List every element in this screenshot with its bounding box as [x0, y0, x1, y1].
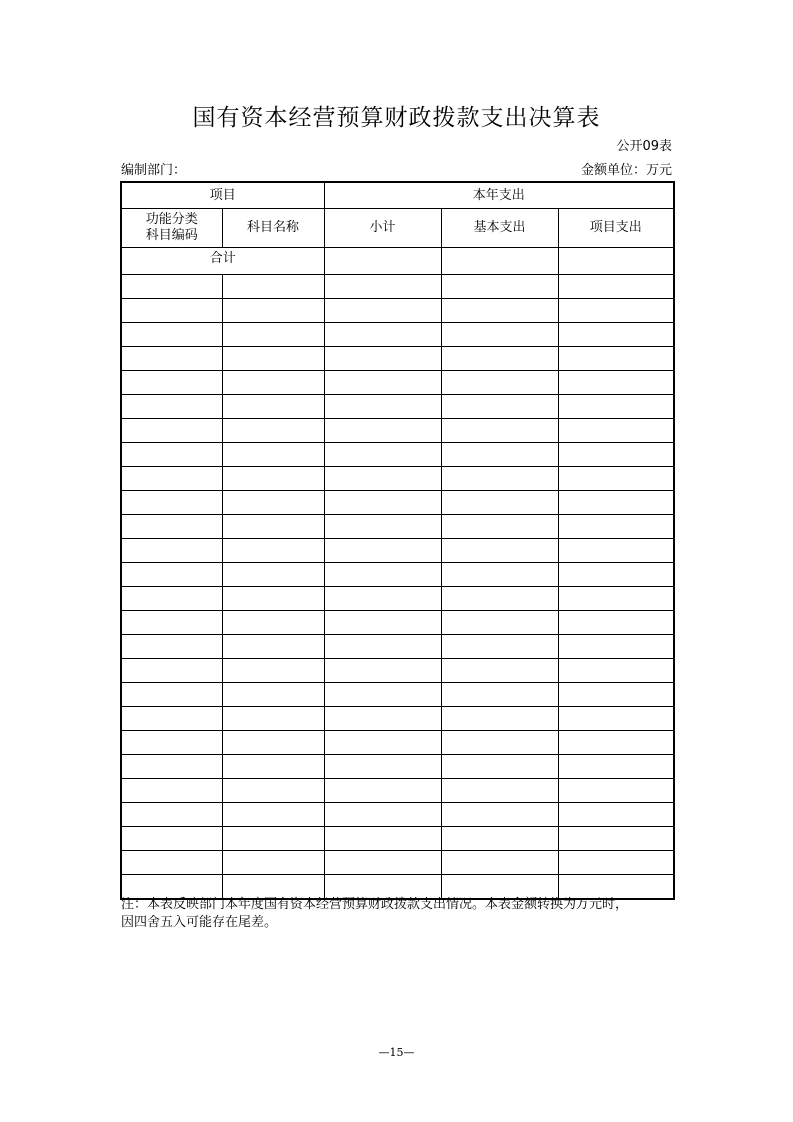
subject-name-cell[interactable]: [222, 419, 324, 443]
function-code-cell[interactable]: [121, 299, 222, 323]
subtotal-cell[interactable]: [324, 419, 441, 443]
project-cell[interactable]: [558, 515, 674, 539]
footnote-line2: 因四舍五入可能存在尾差。: [121, 915, 278, 930]
function-code-cell[interactable]: [121, 443, 222, 467]
basic-cell[interactable]: [441, 443, 558, 467]
table-row: [121, 659, 674, 683]
project-cell[interactable]: [558, 443, 674, 467]
basic-cell[interactable]: [441, 515, 558, 539]
project-cell[interactable]: [558, 371, 674, 395]
table-row: [121, 683, 674, 707]
basic-cell[interactable]: [441, 299, 558, 323]
subtotal-cell[interactable]: [324, 611, 441, 635]
subject-name-cell[interactable]: [222, 323, 324, 347]
header-function-code: [121, 209, 222, 248]
subtotal-cell[interactable]: [324, 347, 441, 371]
function-code-cell[interactable]: [121, 539, 222, 563]
basic-cell[interactable]: [441, 707, 558, 731]
page-title: 国有资本经营预算财政拨款支出决算表: [192, 105, 601, 131]
table-row: [121, 803, 674, 827]
unit-label: 金额单位：万元: [580, 163, 672, 178]
subject-name-cell[interactable]: [222, 803, 324, 827]
basic-cell[interactable]: [441, 611, 558, 635]
subject-name-cell[interactable]: [222, 299, 324, 323]
subject-name-cell[interactable]: [222, 563, 324, 587]
basic-cell[interactable]: [441, 467, 558, 491]
subtotal-cell[interactable]: [324, 851, 441, 875]
subject-name-cell[interactable]: [222, 347, 324, 371]
subject-name-cell[interactable]: [222, 611, 324, 635]
dept-label: 编制部门：: [121, 163, 187, 178]
subject-name-cell[interactable]: [222, 851, 324, 875]
subject-name-cell[interactable]: [222, 731, 324, 755]
subtotal-cell[interactable]: [324, 803, 441, 827]
function-code-cell[interactable]: [121, 395, 222, 419]
subtotal-cell[interactable]: [324, 827, 441, 851]
table-row: [121, 755, 674, 779]
table-row: [121, 707, 674, 731]
subject-name-cell[interactable]: [222, 371, 324, 395]
function-code-cell[interactable]: [121, 611, 222, 635]
project-cell[interactable]: [558, 563, 674, 587]
footnote: [121, 896, 681, 932]
table-row: [121, 323, 674, 347]
function-code-cell[interactable]: [121, 635, 222, 659]
table-row: [121, 611, 674, 635]
table-row: [121, 515, 674, 539]
basic-cell[interactable]: [441, 851, 558, 875]
function-code-cell[interactable]: [121, 803, 222, 827]
function-code-cell[interactable]: [121, 467, 222, 491]
project-cell[interactable]: [558, 491, 674, 515]
table-row: [121, 827, 674, 851]
project-cell[interactable]: [558, 731, 674, 755]
project-cell[interactable]: [558, 803, 674, 827]
subject-name-cell[interactable]: [222, 827, 324, 851]
table-row: [121, 275, 674, 299]
basic-cell[interactable]: [441, 323, 558, 347]
subject-name-cell[interactable]: [222, 659, 324, 683]
subtotal-cell[interactable]: [324, 779, 441, 803]
function-code-cell[interactable]: [121, 491, 222, 515]
function-code-cell[interactable]: [121, 755, 222, 779]
basic-cell[interactable]: [441, 371, 558, 395]
project-cell[interactable]: [558, 347, 674, 371]
project-cell[interactable]: [558, 755, 674, 779]
function-code-cell[interactable]: [121, 371, 222, 395]
basic-cell[interactable]: [441, 347, 558, 371]
function-code-cell[interactable]: [121, 851, 222, 875]
project-cell[interactable]: [558, 635, 674, 659]
header-project-expenditure: 项目支出: [558, 209, 674, 248]
project-cell[interactable]: [558, 779, 674, 803]
basic-cell[interactable]: [441, 491, 558, 515]
table-row: [121, 347, 674, 371]
basic-cell[interactable]: [441, 395, 558, 419]
header-year-expenditure: 本年支出: [324, 182, 674, 209]
basic-cell[interactable]: [441, 827, 558, 851]
basic-cell[interactable]: [441, 683, 558, 707]
table-row: [121, 299, 674, 323]
table-row: [121, 635, 674, 659]
subject-name-cell[interactable]: [222, 707, 324, 731]
subtotal-cell[interactable]: [324, 515, 441, 539]
function-code-cell[interactable]: [121, 779, 222, 803]
total-row: [121, 248, 674, 275]
total-label: 合计: [121, 248, 324, 275]
function-code-cell[interactable]: [121, 419, 222, 443]
total-subtotal-cell[interactable]: [324, 248, 441, 275]
project-cell[interactable]: [558, 587, 674, 611]
footnote-line1: 注：本表反映部门本年度国有资本经营预算财政拨款支出情况。本表金额转换为万元时，: [121, 897, 629, 912]
project-cell[interactable]: [558, 659, 674, 683]
table-row: [121, 851, 674, 875]
project-cell[interactable]: [558, 467, 674, 491]
subtotal-cell[interactable]: [324, 731, 441, 755]
header-function-code-line2: 科目编码: [145, 228, 198, 243]
form-code: 公开09表: [616, 139, 672, 154]
basic-cell[interactable]: [441, 419, 558, 443]
basic-cell[interactable]: [441, 731, 558, 755]
table-row: [121, 731, 674, 755]
function-code-cell[interactable]: [121, 659, 222, 683]
subject-name-cell[interactable]: [222, 395, 324, 419]
subject-name-cell[interactable]: [222, 467, 324, 491]
project-cell[interactable]: [558, 395, 674, 419]
table-row: [121, 395, 674, 419]
table-row: [121, 563, 674, 587]
subject-name-cell[interactable]: [222, 683, 324, 707]
table-row: [121, 467, 674, 491]
basic-cell[interactable]: [441, 659, 558, 683]
function-code-cell[interactable]: [121, 323, 222, 347]
subtotal-cell[interactable]: [324, 371, 441, 395]
subject-name-cell[interactable]: [222, 779, 324, 803]
basic-cell[interactable]: [441, 587, 558, 611]
subtotal-cell[interactable]: [324, 587, 441, 611]
subject-name-cell[interactable]: [222, 539, 324, 563]
subject-name-cell[interactable]: [222, 755, 324, 779]
project-cell[interactable]: [558, 611, 674, 635]
basic-cell[interactable]: [441, 275, 558, 299]
subject-name-cell[interactable]: [222, 443, 324, 467]
header-row-2: [121, 209, 674, 248]
subtotal-cell[interactable]: [324, 755, 441, 779]
basic-cell[interactable]: [441, 635, 558, 659]
page-number: —15—: [378, 1046, 415, 1059]
project-cell[interactable]: [558, 539, 674, 563]
subtotal-cell[interactable]: [324, 443, 441, 467]
subtotal-cell[interactable]: [324, 323, 441, 347]
subject-name-cell[interactable]: [222, 587, 324, 611]
header-subject-name: 科目名称: [222, 209, 324, 248]
function-code-cell[interactable]: [121, 731, 222, 755]
project-cell[interactable]: [558, 419, 674, 443]
subject-name-cell[interactable]: [222, 635, 324, 659]
header-basic-expenditure: 基本支出: [441, 209, 558, 248]
header-subtotal: 小计: [324, 209, 441, 248]
header-function-code-line1: 功能分类: [145, 212, 198, 227]
subtotal-cell[interactable]: [324, 659, 441, 683]
table-row: [121, 539, 674, 563]
subtotal-cell[interactable]: [324, 275, 441, 299]
project-cell[interactable]: [558, 275, 674, 299]
subtotal-cell[interactable]: [324, 299, 441, 323]
subtotal-cell[interactable]: [324, 683, 441, 707]
table-row: [121, 443, 674, 467]
table-row: [121, 491, 674, 515]
function-code-cell[interactable]: [121, 707, 222, 731]
subtotal-cell[interactable]: [324, 395, 441, 419]
project-cell[interactable]: [558, 683, 674, 707]
project-cell[interactable]: [558, 707, 674, 731]
header-item: 项目: [121, 182, 324, 209]
total-project-cell[interactable]: [558, 248, 674, 275]
function-code-cell[interactable]: [121, 347, 222, 371]
project-cell[interactable]: [558, 299, 674, 323]
table-row: [121, 419, 674, 443]
table-row: [121, 371, 674, 395]
expenditure-table: [120, 181, 675, 900]
total-basic-cell[interactable]: [441, 248, 558, 275]
function-code-cell[interactable]: [121, 683, 222, 707]
basic-cell[interactable]: [441, 803, 558, 827]
subject-name-cell[interactable]: [222, 515, 324, 539]
subtotal-cell[interactable]: [324, 707, 441, 731]
function-code-cell[interactable]: [121, 515, 222, 539]
subtotal-cell[interactable]: [324, 491, 441, 515]
subtotal-cell[interactable]: [324, 467, 441, 491]
basic-cell[interactable]: [441, 755, 558, 779]
function-code-cell[interactable]: [121, 827, 222, 851]
table-row: [121, 587, 674, 611]
function-code-cell[interactable]: [121, 587, 222, 611]
project-cell[interactable]: [558, 323, 674, 347]
subject-name-cell[interactable]: [222, 491, 324, 515]
project-cell[interactable]: [558, 827, 674, 851]
subtotal-cell[interactable]: [324, 539, 441, 563]
project-cell[interactable]: [558, 851, 674, 875]
basic-cell[interactable]: [441, 563, 558, 587]
basic-cell[interactable]: [441, 539, 558, 563]
table-row: [121, 779, 674, 803]
subtotal-cell[interactable]: [324, 563, 441, 587]
function-code-cell[interactable]: [121, 275, 222, 299]
basic-cell[interactable]: [441, 779, 558, 803]
header-row-1: [121, 182, 674, 209]
subject-name-cell[interactable]: [222, 275, 324, 299]
function-code-cell[interactable]: [121, 563, 222, 587]
subtotal-cell[interactable]: [324, 635, 441, 659]
